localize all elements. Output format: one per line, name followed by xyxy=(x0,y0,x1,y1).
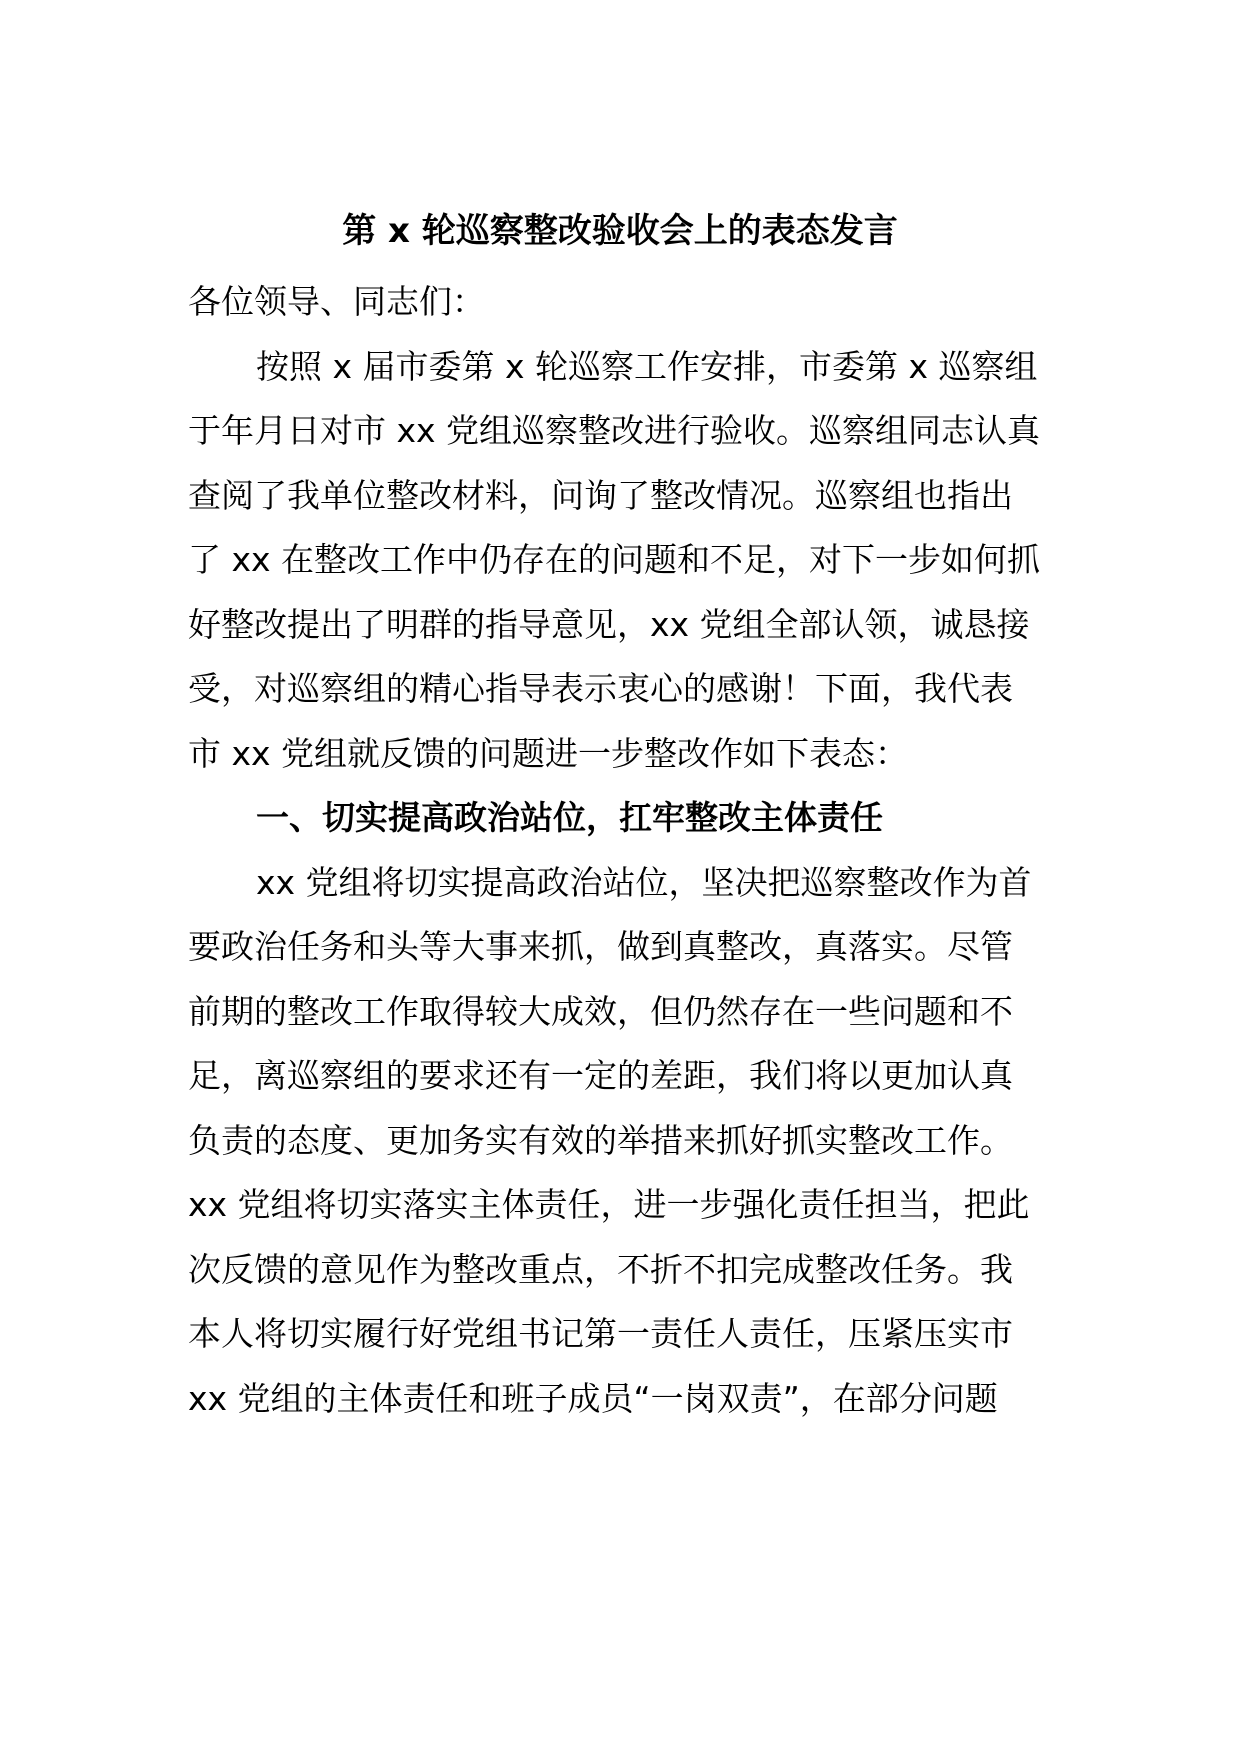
body-line: 受，对巡察组的精心指导表示衷心的感谢！下面，我代表 xyxy=(188,669,1013,708)
body-line: 按照 x 届市委第 x 轮巡察工作安排，市委第 x 巡察组 xyxy=(256,346,1038,386)
body-line: 负责的态度、更加务实有效的举措来抓好抓实整改工作。 xyxy=(188,1120,1013,1160)
body-line: 足，离巡察组的要求还有一定的差距，我们将以更加认真 xyxy=(188,1056,1013,1095)
body-line: 要政治任务和头等大事来抓，做到真整改，真落实。尽管 xyxy=(188,927,1013,966)
body-line: xx 党组将切实落实主体责任，进一步强化责任担当，把此 xyxy=(188,1185,1030,1224)
body-line: 本人将切实履行好党组书记第一责任人责任，压紧压实市 xyxy=(188,1314,1013,1353)
document-title: 第 x 轮巡察整改验收会上的表态发言 xyxy=(342,211,898,251)
body-line: 查阅了我单位整改材料，问询了整改情况。巡察组也指出 xyxy=(188,475,1013,515)
body-line: xx 党组将切实提高政治站位，坚决把巡察整改作为首 xyxy=(256,862,1032,902)
section-heading: 一、切实提高政治站位，扛牢整改主体责任 xyxy=(256,798,883,837)
body-line: 次反馈的意见作为整改重点，不折不扣完成整改任务。我 xyxy=(188,1249,1013,1289)
body-line: 于年月日对市 xx 党组巡察整改进行验收。巡察组同志认真 xyxy=(188,411,1041,450)
body-line: 市 xx 党组就反馈的问题进一步整改作如下表态： xyxy=(188,733,909,773)
body-line: 好整改提出了明群的指导意见，xx 党组全部认领，诚恳接 xyxy=(188,604,1030,644)
document-body xyxy=(188,270,1058,1431)
body-line: 各位领导、同志们： xyxy=(188,282,485,321)
body-line: 了 xx 在整改工作中仍存在的问题和不足，对下一步如何抓 xyxy=(188,540,1041,579)
body-line: xx 党组的主体责任和班子成员“一岗双责”，在部分问题 xyxy=(188,1378,998,1418)
body-line: 前期的整改工作取得较大成效，但仍然存在一些问题和不 xyxy=(188,991,1013,1031)
